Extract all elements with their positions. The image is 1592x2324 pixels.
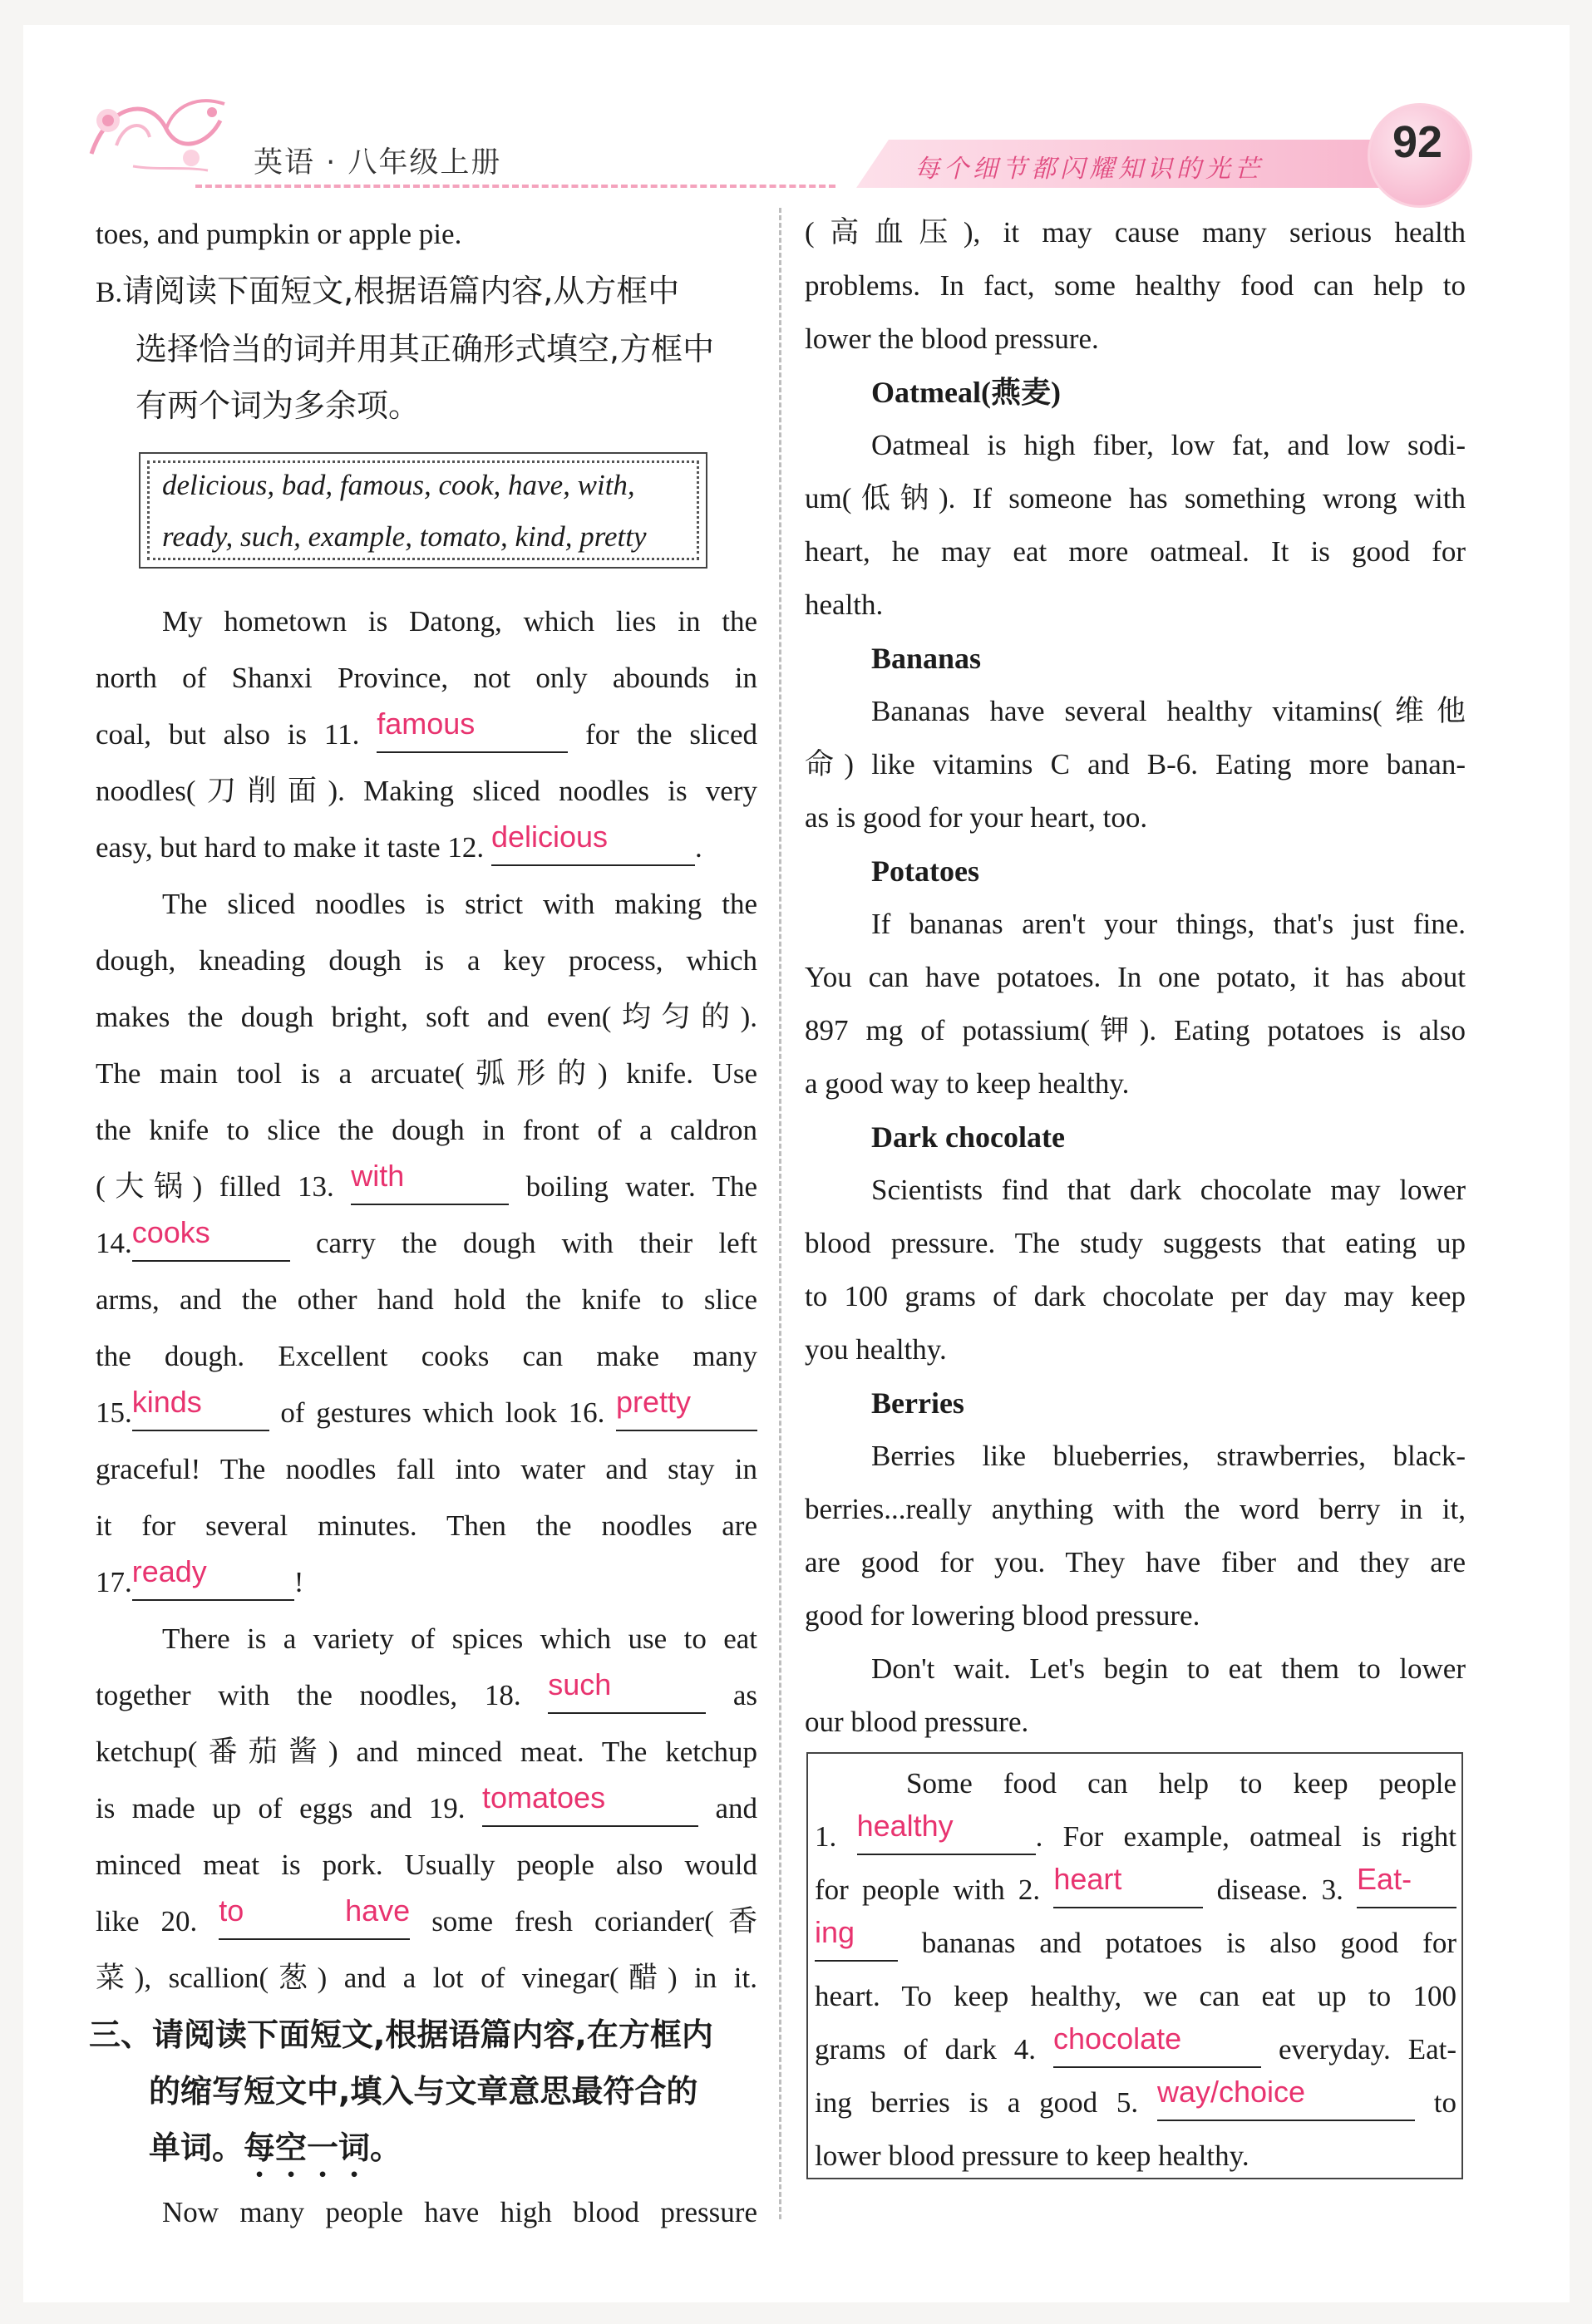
text-segment: of gestures which look 16. [280, 1396, 605, 1429]
passage-line: you healthy. [805, 1333, 947, 1366]
summary-line: Some food can help to keep people [906, 1767, 1456, 1800]
answer-5: way/choice [1156, 2076, 1306, 2109]
answer-3-part1: Eat- [1357, 1864, 1412, 1896]
passage-line: (高血压), it may cause many serious health [805, 216, 1466, 249]
text-segment: easy, but hard to make it taste 12. [96, 831, 485, 864]
passage-line: berries...really anything with the word berry in it, [805, 1493, 1466, 1525]
passage-line [96, 1215, 757, 1272]
heading-potatoes: Potatoes [871, 854, 979, 888]
answer-blank-3-cont [815, 1917, 898, 1962]
answer-blank-12 [490, 820, 695, 866]
text-segment: . For example, oatmeal is right [1035, 1820, 1456, 1853]
passage-line: Scientists find that dark chocolate may lower [871, 1174, 1466, 1206]
text-segment: some fresh coriander(香 [431, 1905, 757, 1937]
answer-blank-18 [548, 1667, 706, 1714]
passage-line: makes the dough bright, soft and even(均匀的). [96, 1001, 757, 1033]
passage-line: noodles(刀削面). Making sliced noodles is very [96, 775, 757, 807]
word-box-line: delicious, bad, famous, cook, have, with, [162, 469, 635, 501]
answer-16: pretty [616, 1385, 692, 1419]
answer-blank-14 [131, 1215, 290, 1262]
passage-line: a good way to keep healthy. [805, 1067, 1130, 1100]
passage-line: 菜), scallion(葱) and a lot of vinegar(醋) in it. [96, 1962, 757, 1994]
text-segment: 17. [96, 1566, 132, 1598]
emphasized-text: 每空一词 [244, 2130, 371, 2166]
passage-line: dough, kneading dough is a key process, which [96, 944, 757, 977]
passage-line: minced meat is pork. Usually people also would [96, 1849, 757, 1881]
answer-blank-15 [131, 1385, 269, 1431]
answer-2: heart [1053, 1864, 1122, 1896]
instruction-line: 选择恰当的词并用其正确形式填空,方框中 [136, 331, 715, 367]
answer-17: ready [131, 1554, 207, 1588]
summary-line: lower blood pressure to keep healthy. [815, 2139, 1249, 2172]
word-box [139, 452, 707, 569]
word-box-line: ready, such, example, tomato, kind, pretty [162, 520, 647, 553]
passage-line: the knife to slice the dough in front of a caldron [96, 1114, 757, 1146]
passage-line [96, 1385, 757, 1441]
right-column [805, 206, 1466, 1749]
passage-line: My hometown is Datong, which lies in the [162, 605, 757, 638]
summary-line [815, 2023, 1456, 2076]
answer-blank-2 [1053, 1864, 1203, 1908]
passage-line: problems. In fact, some healthy food can help to [805, 269, 1466, 302]
heading-dark-chocolate: Dark chocolate [871, 1120, 1065, 1154]
passage-line [96, 1159, 757, 1215]
summary-line [815, 1917, 1456, 1970]
answer-19: tomatoes [482, 1780, 606, 1814]
answer-blank-20 [219, 1893, 411, 1940]
carry-over-line: toes, and pumpkin or apple pie. [96, 218, 462, 250]
instruction-line: 有两个词为多余项。 [136, 387, 421, 424]
text-segment: everyday. Eat- [1279, 2033, 1456, 2066]
text-segment: carry the dough with their left [315, 1227, 757, 1259]
passage-line: heart, he may eat more oatmeal. It is good for [805, 535, 1466, 568]
passage-line: north of Shanxi Province, not only abounds in [96, 662, 757, 694]
summary-box [806, 1752, 1463, 2179]
summary-line [815, 1810, 1456, 1864]
answer-blank-17 [131, 1554, 294, 1601]
passage-line: Now many people have high blood pressure [162, 2196, 757, 2228]
book-title: 英语 · 八年级上册 [254, 146, 502, 180]
section-b-instruction [96, 263, 757, 321]
passage-line: Bananas have several healthy vitamins(维他 [871, 695, 1466, 727]
answer-14: cooks [131, 1215, 210, 1249]
text-segment: together with the noodles, 18. [96, 1679, 521, 1711]
passage-line: graceful! The noodles fall into water and stay in [96, 1453, 757, 1485]
passage-line: blood pressure. The study suggests that eating up [805, 1227, 1466, 1259]
answer-12: delicious [490, 820, 609, 854]
header-divider [195, 185, 835, 188]
text-segment: ! [293, 1566, 304, 1598]
passage-line [96, 1554, 757, 1611]
answer-3-part2: ing [815, 1917, 855, 1949]
passage-line: You can have potatoes. In one potato, it has about [805, 961, 1466, 993]
answer-blank-19 [482, 1780, 698, 1827]
passage-line: good for lowering blood pressure. [805, 1599, 1200, 1632]
passage-line: um(低钠). If someone has something wrong with [805, 482, 1466, 515]
text-segment: for the sliced [585, 718, 757, 751]
passage-line: 命) like vitamins C and B-6. Eating more banan- [805, 748, 1466, 780]
answer-blank-5 [1156, 2076, 1415, 2121]
answer-18: such [548, 1667, 612, 1701]
text-segment: like 20. [96, 1905, 198, 1937]
text-segment: as [732, 1679, 757, 1711]
passage-line: arms, and the other hand hold the knife to slice [96, 1283, 757, 1316]
answer-blank-11 [377, 707, 568, 753]
heading-bananas: Bananas [871, 642, 982, 675]
heading-oatmeal: Oatmeal(燕麦) [871, 376, 1061, 409]
page-header [0, 0, 1592, 199]
summary-line [815, 2076, 1456, 2130]
text-segment: 。 [370, 2130, 402, 2166]
passage-line: are good for you. They have fiber and they are [805, 1546, 1466, 1578]
passage-line: If bananas aren't your things, that's just fine. [871, 908, 1466, 940]
passage-line: ketchup(番茄酱) and minced meat. The ketchup [96, 1736, 757, 1768]
answer-1: healthy [856, 1810, 954, 1843]
passage-line: Oatmeal is high fiber, low fat, and low sodi- [871, 429, 1466, 461]
passage-line: our blood pressure. [805, 1706, 1029, 1738]
text-segment: 14. [96, 1227, 132, 1259]
text-segment: grams of dark 4. [815, 2033, 1037, 2066]
answer-blank-4 [1053, 2023, 1261, 2068]
passage-line: health. [805, 588, 884, 621]
text-segment: and [715, 1792, 757, 1824]
answer-blank-1 [856, 1810, 1036, 1855]
passage-line [96, 1780, 757, 1837]
text-segment: 15. [96, 1396, 132, 1429]
answer-13: with [351, 1159, 405, 1193]
heading-berries: Berries [871, 1386, 964, 1420]
passage-line: lower the blood pressure. [805, 323, 1099, 355]
passage-line [96, 707, 757, 763]
passage-line: Don't wait. Let's begin to eat them to lower [871, 1652, 1466, 1685]
summary-line: heart. To keep healthy, we can eat up to 100 [815, 1980, 1456, 2012]
passage-line: to 100 grams of dark chocolate per day may keep [805, 1280, 1466, 1312]
answer-20: to have [219, 1893, 411, 1928]
passage-line: the dough. Excellent cooks can make many [96, 1340, 757, 1372]
text-segment: is made up of eggs and 19. [96, 1792, 466, 1824]
page-number: 92 [1392, 117, 1443, 167]
text-segment: (大锅) filled 13. [96, 1170, 334, 1203]
text-segment: 单词。 [149, 2130, 244, 2166]
instruction-line: 请阅读下面短文,根据语篇内容,从方框中 [122, 273, 680, 309]
text-segment: bananas and potatoes is also good for [921, 1927, 1456, 1959]
passage-line: There is a variety of spices which use to eat [162, 1622, 757, 1655]
text-segment: 1. [815, 1820, 837, 1853]
answer-blank-13 [351, 1159, 509, 1205]
text-segment: coal, but also is 11. [96, 718, 360, 751]
text-segment: . [694, 831, 702, 864]
column-divider [779, 208, 781, 2219]
passage-line: The main tool is a arcuate(弧形的) knife. Use [96, 1057, 757, 1090]
answer-blank-3 [1357, 1864, 1456, 1908]
text-segment: disease. 3. [1216, 1873, 1343, 1906]
answer-11: famous [377, 707, 476, 741]
passage-line: 897 mg of potassium(钾). Eating potatoes is also [805, 1014, 1466, 1046]
answer-blank-16 [616, 1385, 757, 1431]
passage-line: it for several minutes. Then the noodles are [96, 1509, 757, 1542]
section-b-label: B. [96, 276, 123, 308]
floral-ornament-icon [83, 87, 233, 179]
instruction-line [96, 2120, 757, 2184]
section-3-instruction: 三、请阅读下面短文,根据语篇内容,在方框内 [89, 2016, 713, 2053]
left-column [89, 206, 757, 2241]
header-motto: 每个细节都闪耀知识的光芒 [914, 155, 1264, 184]
passage-line: as is good for your heart, too. [805, 801, 1148, 834]
text-segment: ing berries is a good 5. [815, 2086, 1139, 2119]
passage-line: The sliced noodles is strict with making the [162, 888, 757, 920]
passage-line [96, 1893, 757, 1950]
answer-4: chocolate [1053, 2023, 1182, 2056]
text-segment: for people with 2. [815, 1873, 1041, 1906]
summary-line [815, 1864, 1456, 1917]
passage-line [96, 820, 757, 876]
answer-15: kinds [131, 1385, 202, 1419]
passage-line: Berries like blueberries, strawberries, black- [871, 1440, 1466, 1472]
instruction-line: 的缩写短文中,填入与文章意思最符合的 [149, 2073, 698, 2110]
passage-line [96, 1667, 757, 1724]
text-segment: boiling water. The [525, 1170, 757, 1203]
text-segment: to [1433, 2086, 1456, 2119]
